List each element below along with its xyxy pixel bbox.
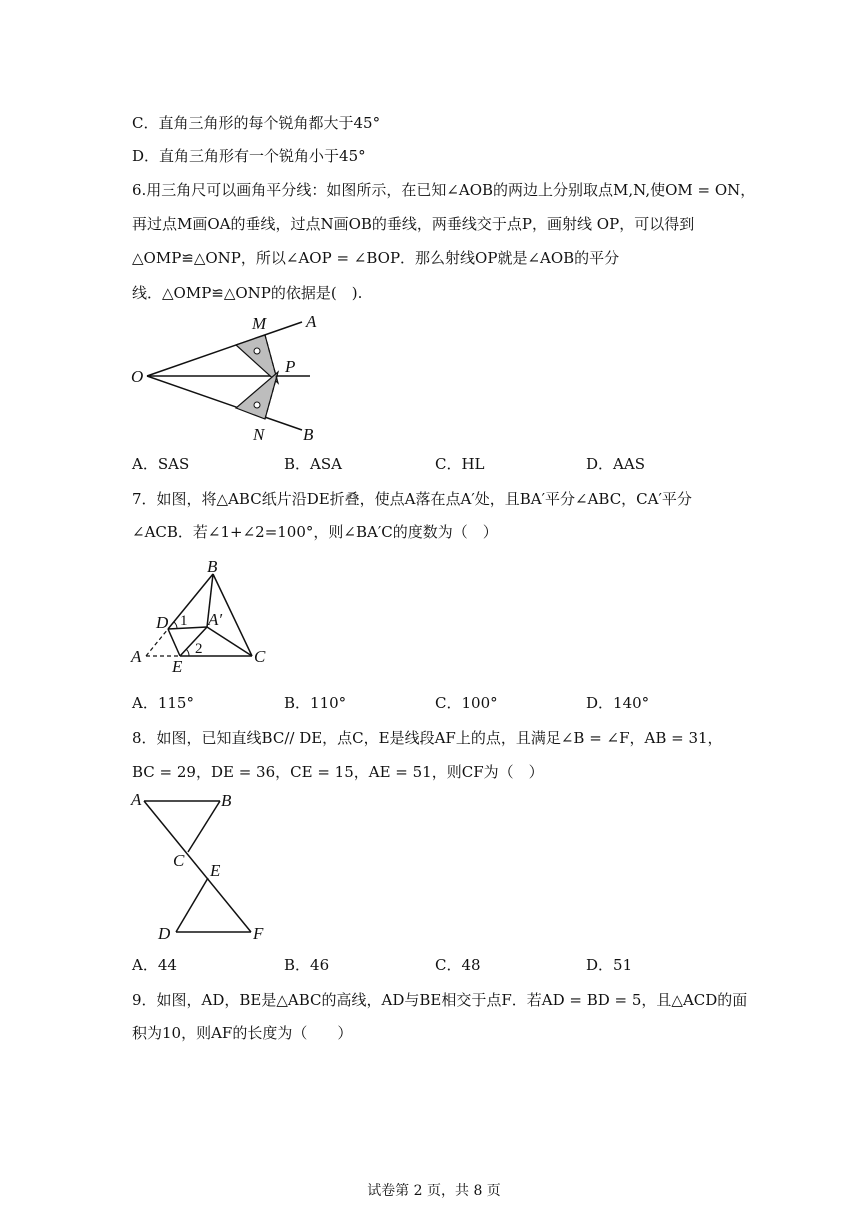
q7-label-angle-2: 2 bbox=[195, 641, 203, 657]
q7-label-e: E bbox=[172, 657, 183, 676]
q8-option-b: B．46 bbox=[284, 956, 330, 974]
q8-option-c: C．48 bbox=[435, 956, 481, 974]
q8-option-a: A．44 bbox=[132, 956, 177, 974]
q7-stem-line-1: 7．如图，将△ABC纸片沿DE折叠，使点A落在点A′处，且BA′平分∠ABC，CA′平分 bbox=[132, 490, 692, 508]
q7-label-a: A bbox=[131, 647, 142, 666]
q6-label-b: B bbox=[303, 425, 314, 444]
q6-label-a: A bbox=[306, 312, 317, 331]
q7-option-d: D．140° bbox=[586, 694, 650, 712]
q8-stem-line-2: BC = 29，DE = 36，CE = 15，AE = 51，则CF为（ ） bbox=[132, 763, 544, 781]
q8-label-d: D bbox=[158, 924, 171, 943]
q6-stem-line-2: 再过点M画OA的垂线，过点N画OB的垂线，两垂线交于点P，画射线 OP，可以得到 bbox=[132, 215, 695, 233]
q8-option-d: D．51 bbox=[586, 956, 633, 974]
q7-label-a-prime: A′ bbox=[208, 610, 223, 629]
q8-label-e: E bbox=[210, 861, 221, 880]
q8-label-b: B bbox=[221, 791, 232, 810]
q7-label-c: C bbox=[254, 647, 266, 666]
q9-stem-line-1: 9．如图，AD，BE是△ABC的高线，AD与BE相交于点F．若AD = BD = 5，且△ACD的面 bbox=[132, 991, 748, 1009]
q9-stem-line-2: 积为10，则AF的长度为（ ） bbox=[132, 1024, 353, 1042]
q6-stem-line-1: 6.用三角尺可以画角平分线：如图所示，在已知∠AOB的两边上分别取点M,N,使OM = ON， bbox=[132, 181, 756, 199]
q6-label-o: O bbox=[131, 367, 144, 386]
q6-option-a: A．SAS bbox=[132, 455, 190, 473]
q5-option-d: D．直角三角形有一个锐角小于45° bbox=[132, 147, 366, 165]
q8-label-c: C bbox=[173, 851, 185, 870]
page-footer: 试卷第 2 页，共 8 页 bbox=[367, 1183, 501, 1199]
q7-option-a: A．115° bbox=[132, 694, 194, 712]
q7-label-b: B bbox=[207, 557, 218, 576]
q8-stem-line-1: 8．如图，已知直线BC// DE，点C，E是线段AF上的点，且满足∠B = ∠F，AB = 31， bbox=[132, 729, 723, 747]
q8-label-f: F bbox=[253, 924, 264, 943]
q7-label-angle-1: 1 bbox=[180, 613, 188, 629]
q6-stem-line-3: △OMP≌△ONP，所以∠AOP = ∠BOP．那么射线OP就是∠AOB的平分 bbox=[132, 249, 620, 267]
q7-option-c: C．100° bbox=[435, 694, 498, 712]
q6-option-d: D．AAS bbox=[586, 455, 645, 473]
q8-label-a: A bbox=[131, 790, 142, 809]
q5-option-c: C．直角三角形的每个锐角都大于45° bbox=[132, 114, 381, 132]
q7-option-b: B．110° bbox=[284, 694, 347, 712]
q6-option-c: C．HL bbox=[435, 455, 485, 473]
q7-stem-line-2: ∠ACB．若∠1+∠2=100°，则∠BA′C的度数为（ ） bbox=[132, 523, 498, 541]
q6-label-n: N bbox=[253, 425, 265, 444]
q6-label-p: P bbox=[285, 357, 296, 376]
q7-label-d: D bbox=[156, 613, 169, 632]
q6-option-b: B．ASA bbox=[284, 455, 342, 473]
q6-label-m: M bbox=[252, 314, 267, 333]
q6-stem-line-4: 线．△OMP≌△ONP的依据是( ). bbox=[132, 284, 363, 302]
